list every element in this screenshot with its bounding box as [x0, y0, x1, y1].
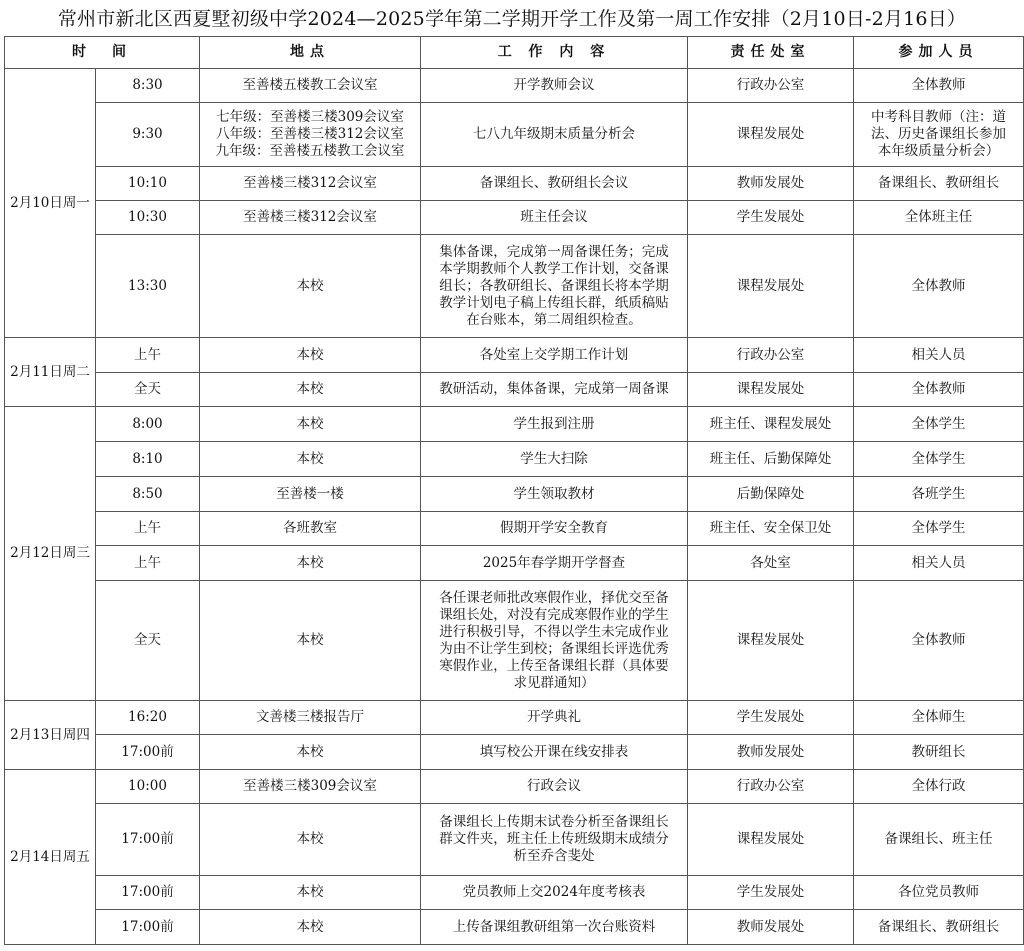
table-row — [5, 910, 1024, 945]
time-cell: 10:00 — [96, 770, 200, 804]
dept-cell: 课程发展处 — [688, 581, 854, 701]
time-cell: 17:00前 — [96, 804, 200, 876]
content-cell-line: 为由不让学生到校；备课组长评选优秀 — [439, 640, 669, 657]
dept-cell: 行政办公室 — [688, 338, 854, 373]
content-cell — [421, 910, 688, 945]
people-cell-line: 中考科目教师（注：道 — [871, 109, 1006, 125]
table-row — [5, 373, 1024, 407]
table-row — [5, 167, 1024, 201]
content-cell-line: 群文件夹，班主任上传班级期末成绩分 — [439, 831, 669, 847]
content-cell — [421, 373, 688, 407]
day-date: 2月12日周三 — [5, 407, 96, 701]
place-cell-line: 各班教室 — [283, 520, 337, 536]
people-cell-line: 本年级质量分析会） — [877, 143, 1000, 159]
people-cell-line: 全体学生 — [911, 450, 966, 467]
people-cell-line: 各班学生 — [911, 485, 966, 502]
table-row — [5, 735, 1024, 770]
content-cell — [421, 235, 688, 338]
content-cell-line: 析至乔含斐处 — [513, 848, 595, 864]
content-cell — [421, 103, 688, 167]
people-cell-line: 全体行政 — [911, 778, 966, 794]
content-cell — [421, 770, 688, 804]
dept-cell: 行政办公室 — [688, 770, 854, 804]
people-cell — [854, 442, 1024, 477]
content-cell-line: 各任课老师批改寒假作业，择优交至备 — [439, 589, 669, 606]
content-cell — [421, 167, 688, 201]
content-cell-line: 进行积极引导，不得以学生未完成作业 — [439, 623, 669, 640]
people-cell-line: 各位党员教师 — [898, 884, 979, 900]
time-cell: 17:00前 — [96, 735, 200, 770]
content-cell-line: 学生大扫除 — [520, 450, 588, 467]
place-cell-line: 至善楼三楼312会议室 — [243, 209, 377, 225]
place-cell-line: 九年级：至善楼五楼教工会议室 — [215, 143, 405, 159]
people-cell — [854, 235, 1024, 338]
time-cell: 全天 — [96, 581, 200, 701]
content-cell-line: 七八九年级期末质量分析会 — [473, 126, 635, 142]
content-cell-line: 求见群通知） — [513, 674, 595, 691]
people-cell — [854, 876, 1024, 910]
table-row — [5, 876, 1024, 910]
day-date: 2月10日周一 — [5, 69, 96, 338]
content-cell — [421, 876, 688, 910]
time-cell: 上午 — [96, 512, 200, 546]
place-cell — [200, 69, 421, 103]
place-cell — [200, 103, 421, 167]
people-cell — [854, 770, 1024, 804]
content-cell — [421, 442, 688, 477]
dept-cell: 课程发展处 — [688, 373, 854, 407]
place-cell-line: 本校 — [296, 450, 324, 467]
people-cell-line: 全体学生 — [911, 520, 966, 536]
content-cell — [421, 201, 688, 235]
table-row — [5, 235, 1024, 338]
content-cell — [421, 477, 688, 512]
table-row — [5, 512, 1024, 546]
content-cell-line: 寒假作业，上传至备课组长群（具体要 — [439, 657, 669, 674]
content-cell-line: 各处室上交学期工作计划 — [479, 346, 629, 363]
dept-cell: 学生发展处 — [688, 876, 854, 910]
place-cell-line: 本校 — [296, 743, 324, 760]
place-cell — [200, 735, 421, 770]
place-cell — [200, 770, 421, 804]
dept-cell: 学生发展处 — [688, 201, 854, 235]
content-cell — [421, 546, 688, 581]
people-cell — [854, 581, 1024, 701]
table-row — [5, 201, 1024, 235]
content-cell — [421, 701, 688, 735]
place-cell — [200, 876, 421, 910]
people-cell-line: 全体班主任 — [904, 209, 973, 225]
time-cell: 10:30 — [96, 201, 200, 235]
header-people: 参加人员 — [854, 37, 1024, 69]
content-cell-line: 教研活动，集体备课，完成第一周备课 — [439, 381, 669, 397]
content-cell-line: 教学计划电子稿上传组长群，纸质稿贴 — [439, 294, 669, 311]
people-cell-line: 全体教师 — [911, 77, 966, 93]
content-cell-line: 课组长处，对没有完成寒假作业的学生 — [439, 606, 669, 623]
place-cell-line: 八年级：至善楼三楼312会议室 — [216, 126, 404, 142]
people-cell-line: 全体学生 — [911, 415, 966, 432]
place-cell — [200, 477, 421, 512]
dept-cell: 教师发展处 — [688, 167, 854, 201]
place-cell — [200, 373, 421, 407]
people-cell-line: 备课组长、班主任 — [884, 831, 993, 847]
content-cell-line: 2025年春学期开学督查 — [482, 554, 626, 571]
content-cell-line: 组长；各教研组长、备课组长将本学期 — [439, 277, 669, 294]
content-cell — [421, 804, 688, 876]
content-cell — [421, 69, 688, 103]
people-cell — [854, 69, 1024, 103]
table-row — [5, 581, 1024, 701]
place-cell — [200, 407, 421, 442]
page-title: 常州市新北区西夏墅初级中学2024—2025学年第二学期开学工作及第一周工作安排（2月10日-2月16日） — [57, 8, 967, 30]
time-cell: 8:10 — [96, 442, 200, 477]
people-cell-line: 教研组长 — [911, 743, 966, 760]
place-cell — [200, 442, 421, 477]
content-cell-line: 开学典礼 — [527, 709, 581, 725]
table-row — [5, 477, 1024, 512]
day-date: 2月14日周五 — [5, 770, 96, 945]
time-cell: 上午 — [96, 546, 200, 581]
content-cell-line: 学生领取教材 — [513, 485, 595, 502]
table-row — [5, 103, 1024, 167]
time-cell: 8:50 — [96, 477, 200, 512]
dept-cell: 班主任、课程发展处 — [688, 407, 854, 442]
people-cell-line: 相关人员 — [911, 554, 966, 571]
header-time: 时 间 — [5, 37, 200, 69]
time-cell: 9:30 — [96, 103, 200, 167]
place-cell-line: 七年级：至善楼三楼309会议室 — [216, 109, 404, 125]
place-cell-line: 本校 — [296, 277, 324, 294]
people-cell — [854, 512, 1024, 546]
people-cell — [854, 701, 1024, 735]
dept-cell: 课程发展处 — [688, 235, 854, 338]
place-cell — [200, 167, 421, 201]
content-cell — [421, 512, 688, 546]
people-cell-line: 全体教师 — [911, 632, 966, 648]
place-cell — [200, 201, 421, 235]
header-row — [5, 37, 1024, 69]
content-cell-line: 党员教师上交2024年度考核表 — [462, 884, 646, 900]
content-cell-line: 行政会议 — [527, 778, 581, 794]
header-content: 工 作 内 容 — [421, 37, 688, 69]
time-cell: 17:00前 — [96, 876, 200, 910]
time-cell: 8:30 — [96, 69, 200, 103]
place-cell-line: 本校 — [296, 831, 324, 847]
dept-cell: 后勤保障处 — [688, 477, 854, 512]
place-cell — [200, 512, 421, 546]
place-cell-line: 至善楼五楼教工会议室 — [242, 77, 378, 93]
day-date: 2月11日周二 — [5, 338, 96, 407]
table-row — [5, 804, 1024, 876]
place-cell — [200, 546, 421, 581]
header-dept: 责任处室 — [688, 37, 854, 69]
people-cell-line: 备课组长、教研组长 — [877, 918, 1000, 935]
place-cell-line: 至善楼一楼 — [276, 485, 344, 502]
people-cell — [854, 338, 1024, 373]
dept-cell: 各处室 — [688, 546, 854, 581]
people-cell-line: 备课组长、教研组长 — [877, 175, 1000, 191]
people-cell — [854, 103, 1024, 167]
time-cell: 全天 — [96, 373, 200, 407]
table-row — [5, 770, 1024, 804]
time-cell: 10:10 — [96, 167, 200, 201]
place-cell — [200, 701, 421, 735]
content-cell-line: 上传备课组教研组第一次台账资料 — [452, 918, 656, 935]
place-cell — [200, 804, 421, 876]
people-cell — [854, 477, 1024, 512]
table-row — [5, 701, 1024, 735]
place-cell-line: 至善楼三楼312会议室 — [243, 175, 377, 191]
table-row — [5, 546, 1024, 581]
dept-cell: 学生发展处 — [688, 701, 854, 735]
content-cell-line: 填写校公开课在线安排表 — [479, 743, 629, 760]
people-cell — [854, 167, 1024, 201]
dept-cell: 教师发展处 — [688, 910, 854, 945]
table-row — [5, 442, 1024, 477]
content-cell-line: 学生报到注册 — [513, 415, 595, 432]
day-date: 2月13日周四 — [5, 701, 96, 770]
dept-cell: 课程发展处 — [688, 804, 854, 876]
time-cell: 13:30 — [96, 235, 200, 338]
place-cell — [200, 235, 421, 338]
time-cell: 16:20 — [96, 701, 200, 735]
place-cell-line: 本校 — [296, 884, 324, 900]
content-cell-line: 集体备课，完成第一周备课任务；完成 — [439, 243, 669, 260]
content-cell — [421, 735, 688, 770]
schedule-table — [4, 36, 1024, 945]
people-cell — [854, 373, 1024, 407]
place-cell-line: 本校 — [296, 346, 324, 363]
people-cell-line: 法、历史备课组长参加 — [871, 126, 1006, 142]
people-cell-line: 全体教师 — [911, 277, 966, 294]
content-cell-line: 备课组长、教研组长会议 — [479, 175, 629, 191]
content-cell — [421, 407, 688, 442]
dept-cell: 班主任、后勤保障处 — [688, 442, 854, 477]
place-cell-line: 本校 — [296, 381, 324, 397]
content-cell — [421, 581, 688, 701]
place-cell-line: 本校 — [296, 554, 324, 571]
people-cell — [854, 910, 1024, 945]
place-cell — [200, 338, 421, 373]
table-row — [5, 338, 1024, 373]
content-cell-line: 在台账本，第二周组织检查。 — [466, 311, 642, 328]
dept-cell: 班主任、安全保卫处 — [688, 512, 854, 546]
people-cell-line: 相关人员 — [911, 346, 966, 363]
people-cell-line: 全体师生 — [911, 709, 966, 725]
content-cell-line: 班主任会议 — [520, 209, 588, 225]
content-cell-line: 本学期教师个人教学工作计划，交备课 — [439, 260, 669, 277]
content-cell-line: 开学教师会议 — [513, 77, 595, 93]
place-cell-line: 文善楼三楼报告厅 — [256, 709, 364, 725]
place-cell — [200, 581, 421, 701]
place-cell-line: 本校 — [296, 918, 324, 935]
people-cell-line: 全体教师 — [911, 381, 966, 397]
header-place: 地点 — [200, 37, 421, 69]
time-cell: 17:00前 — [96, 910, 200, 945]
place-cell-line: 本校 — [296, 415, 324, 432]
content-cell — [421, 338, 688, 373]
content-cell-line: 备课组长上传期末试卷分析至备课组长 — [439, 814, 669, 830]
place-cell-line: 至善楼三楼309会议室 — [243, 778, 377, 794]
people-cell — [854, 201, 1024, 235]
place-cell — [200, 910, 421, 945]
dept-cell: 课程发展处 — [688, 103, 854, 167]
people-cell — [854, 407, 1024, 442]
place-cell-line: 本校 — [296, 632, 324, 648]
time-cell: 上午 — [96, 338, 200, 373]
people-cell — [854, 735, 1024, 770]
table-row — [5, 69, 1024, 103]
time-cell: 8:00 — [96, 407, 200, 442]
dept-cell: 行政办公室 — [688, 69, 854, 103]
people-cell — [854, 546, 1024, 581]
table-row — [5, 407, 1024, 442]
people-cell — [854, 804, 1024, 876]
dept-cell: 教师发展处 — [688, 735, 854, 770]
content-cell-line: 假期开学安全教育 — [500, 520, 608, 536]
